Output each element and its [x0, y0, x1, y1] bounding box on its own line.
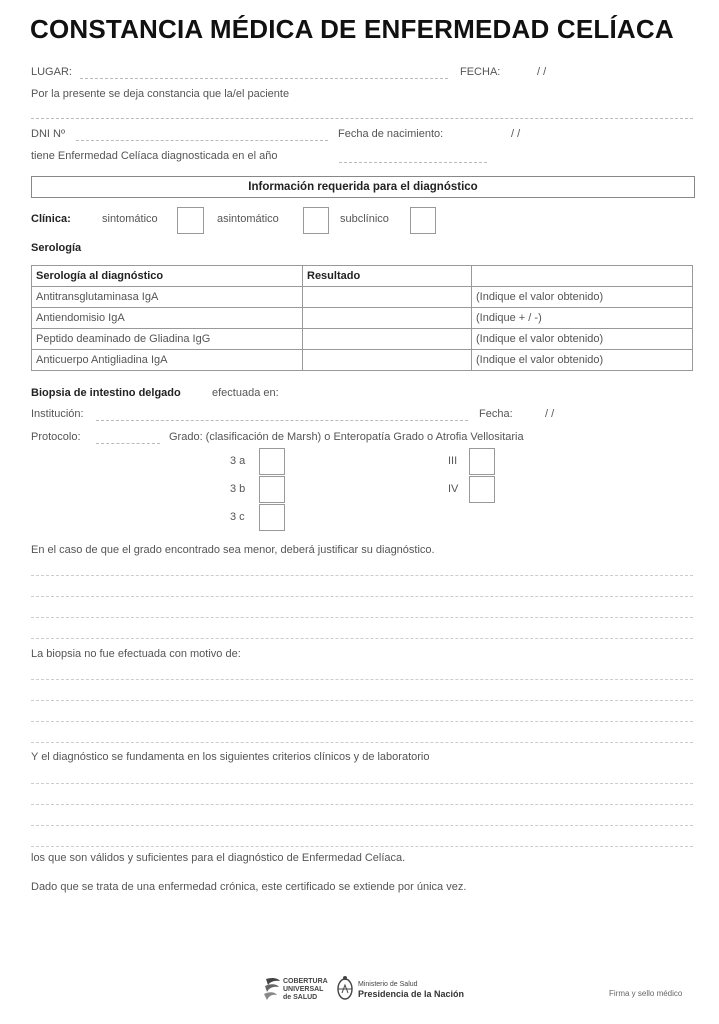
dni-field[interactable] — [76, 140, 328, 141]
ministerio-small-text: Ministerio de Salud — [358, 981, 418, 988]
cronica-text: Dado que se trata de una enfermedad crónica, este certificado se extiende por única vez. — [31, 881, 467, 893]
justificacion-line[interactable] — [31, 575, 693, 576]
motivo-line[interactable] — [31, 742, 693, 743]
table-row — [32, 287, 693, 308]
anio-field[interactable] — [339, 162, 487, 163]
lugar-field[interactable] — [80, 78, 448, 79]
criterios-line[interactable] — [31, 804, 693, 805]
cobertura-universal-logo — [262, 975, 328, 1003]
grade-3c-checkbox[interactable] — [259, 504, 285, 531]
table-row — [32, 350, 693, 371]
motivo-line[interactable] — [31, 679, 693, 680]
table-header-serologia: Serología al diagnóstico — [32, 266, 303, 287]
no-efectuada-text: La biopsia no fue efectuada con motivo de: — [31, 648, 241, 660]
asintomatico-checkbox[interactable] — [303, 207, 329, 234]
table-header-blank — [472, 266, 693, 287]
cobertura-text-1: COBERTURA — [283, 978, 328, 985]
table-header-row — [32, 266, 693, 287]
institucion-field[interactable] — [96, 420, 468, 421]
ministerio-logo — [336, 974, 486, 1004]
grado-menor-text: En el caso de que el grado encontrado sea menor, deberá justificar su diagnóstico. — [31, 544, 435, 556]
paciente-field[interactable] — [31, 118, 693, 119]
criterios-line[interactable] — [31, 846, 693, 847]
table-row — [32, 308, 693, 329]
table-row — [32, 329, 693, 350]
fecha-field[interactable]: / / — [537, 66, 547, 78]
constancia-text: Por la presente se deja constancia que la/el paciente — [31, 88, 290, 100]
firma-label: Firma y sello médico — [609, 989, 683, 998]
clinica-label: Clínica: — [31, 213, 71, 225]
escudo-icon — [336, 975, 354, 1001]
table-header-resultado: Resultado — [303, 266, 472, 287]
diagnosticada-text: tiene Enfermedad Celíaca diagnosticada en el año — [31, 150, 278, 162]
table-cell-test: Antiendomisio IgA — [32, 308, 303, 329]
fecha-label: FECHA: — [460, 66, 501, 78]
protocolo-field[interactable] — [96, 443, 160, 444]
criterios-line[interactable] — [31, 825, 693, 826]
cobertura-logo-icon — [262, 975, 282, 1003]
grade-3a-checkbox[interactable] — [259, 448, 285, 475]
criterios-line[interactable] — [31, 783, 693, 784]
justificacion-line[interactable] — [31, 596, 693, 597]
grade-3b-label: 3 b — [230, 483, 246, 495]
serologia-heading: Serología — [31, 242, 82, 254]
table-cell-test: Peptido deaminado de Gliadina IgG — [32, 329, 303, 350]
table-cell-hint: (Indique el valor obtenido) — [472, 350, 693, 371]
grade-3a-label: 3 a — [230, 455, 246, 467]
grade-3c-label: 3 c — [230, 511, 245, 523]
biopsia-heading-suffix: efectuada en: — [212, 387, 279, 399]
clinica-option-subclinico: subclínico — [340, 213, 389, 225]
validos-text: los que son válidos y suficientes para el diagnóstico de Enfermedad Celíaca. — [31, 852, 406, 864]
grade-iv-label: IV — [448, 483, 459, 495]
table-cell-hint: (Indique + / -) — [472, 308, 693, 329]
clinica-option-sintomatico: sintomático — [102, 213, 158, 225]
grade-3b-checkbox[interactable] — [259, 476, 285, 503]
protocolo-label: Protocolo: — [31, 431, 81, 443]
nacimiento-field[interactable]: / / — [511, 128, 521, 140]
biopsia-fecha-field[interactable]: / / — [545, 408, 555, 420]
subclinico-checkbox[interactable] — [410, 207, 436, 234]
document-title: CONSTANCIA MÉDICA DE ENFERMEDAD CELÍACA — [30, 14, 674, 44]
cobertura-text-2: UNIVERSAL — [283, 986, 324, 993]
table-cell-result[interactable] — [303, 329, 472, 350]
table-cell-test: Anticuerpo Antigliadina IgA — [32, 350, 303, 371]
grade-iii-checkbox[interactable] — [469, 448, 495, 475]
table-cell-result[interactable] — [303, 287, 472, 308]
biopsia-heading: Biopsia de intestino delgado — [31, 387, 181, 399]
sintomatico-checkbox[interactable] — [177, 207, 204, 234]
lugar-label: LUGAR: — [31, 66, 72, 78]
criterios-text: Y el diagnóstico se fundamenta en los siguientes criterios clínicos y de laboratorio — [31, 751, 430, 763]
info-section-heading: Información requerida para el diagnóstico — [31, 176, 695, 198]
presidencia-text: Presidencia de la Nación — [358, 989, 465, 999]
grade-iii-label: III — [448, 455, 458, 467]
serologia-table — [31, 265, 693, 371]
dni-label: DNI Nº — [31, 128, 65, 140]
grade-iv-checkbox[interactable] — [469, 476, 495, 503]
table-cell-result[interactable] — [303, 308, 472, 329]
institucion-label: Institución: — [31, 408, 84, 420]
table-cell-test: Antitransglutaminasa IgA — [32, 287, 303, 308]
justificacion-line[interactable] — [31, 617, 693, 618]
table-cell-result[interactable] — [303, 350, 472, 371]
justificacion-line[interactable] — [31, 638, 693, 639]
cobertura-text-3: de SALUD — [283, 994, 318, 1001]
table-cell-hint: (Indique el valor obtenido) — [472, 329, 693, 350]
nacimiento-label: Fecha de nacimiento: — [338, 128, 444, 140]
motivo-line[interactable] — [31, 700, 693, 701]
grado-text: Grado: (clasificación de Marsh) o Enteropatía Grado o Atrofia Vellositaria — [169, 431, 524, 443]
biopsia-fecha-label: Fecha: — [479, 408, 513, 420]
clinica-option-asintomatico: asintomático — [217, 213, 279, 225]
table-cell-hint: (Indique el valor obtenido) — [472, 287, 693, 308]
motivo-line[interactable] — [31, 721, 693, 722]
